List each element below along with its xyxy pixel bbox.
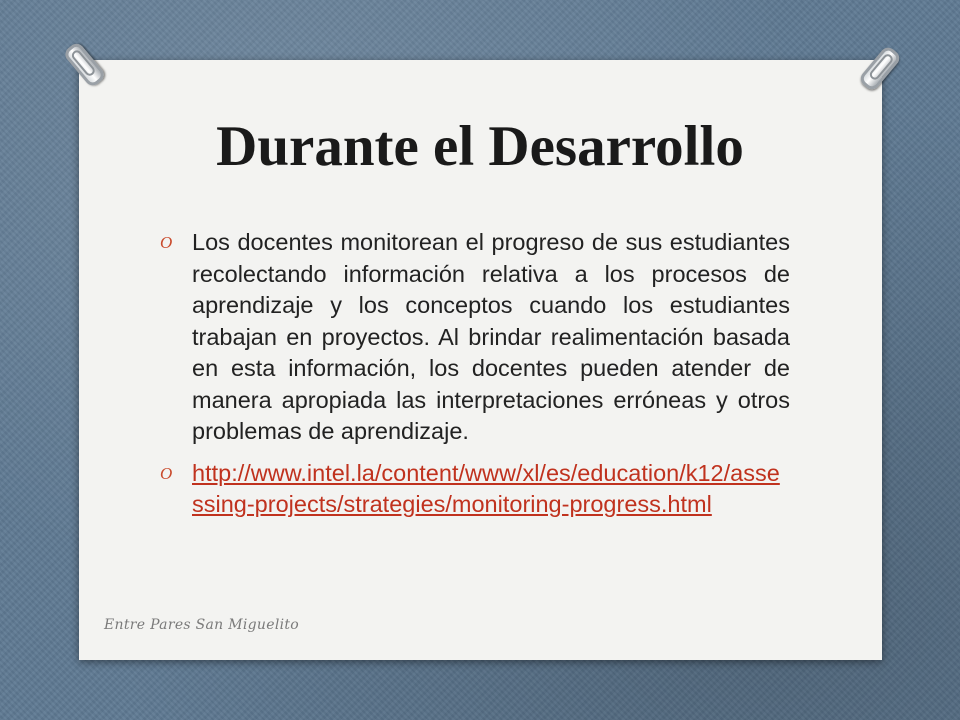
resource-link[interactable]: http://www.intel.la/content/www/xl/es/education/k12/assessing-projects/strategies/monitoring-progress.html [192,459,780,517]
bullet-marker-icon: O [160,463,173,483]
bullet-marker-icon: O [160,233,173,252]
bullet-item-link [160,458,790,521]
slide-title: Durante el Desarrollo [216,115,744,178]
bullet-text: Los docentes monitorean el progreso de sus estudiantes recolectando información relativa a los procesos de aprendizaje y los conceptos cuando los estudiantes trabajan en proyectos. Al brindar realimentación basada en esta información, los docentes pueden atender de manera apropiada las interpretaciones erróneas y otros problemas de aprendizaje. [192,229,790,444]
footer-text: Entre Pares San Miguelito [104,617,300,633]
bullet-list [160,227,790,521]
bullet-item [160,227,790,448]
